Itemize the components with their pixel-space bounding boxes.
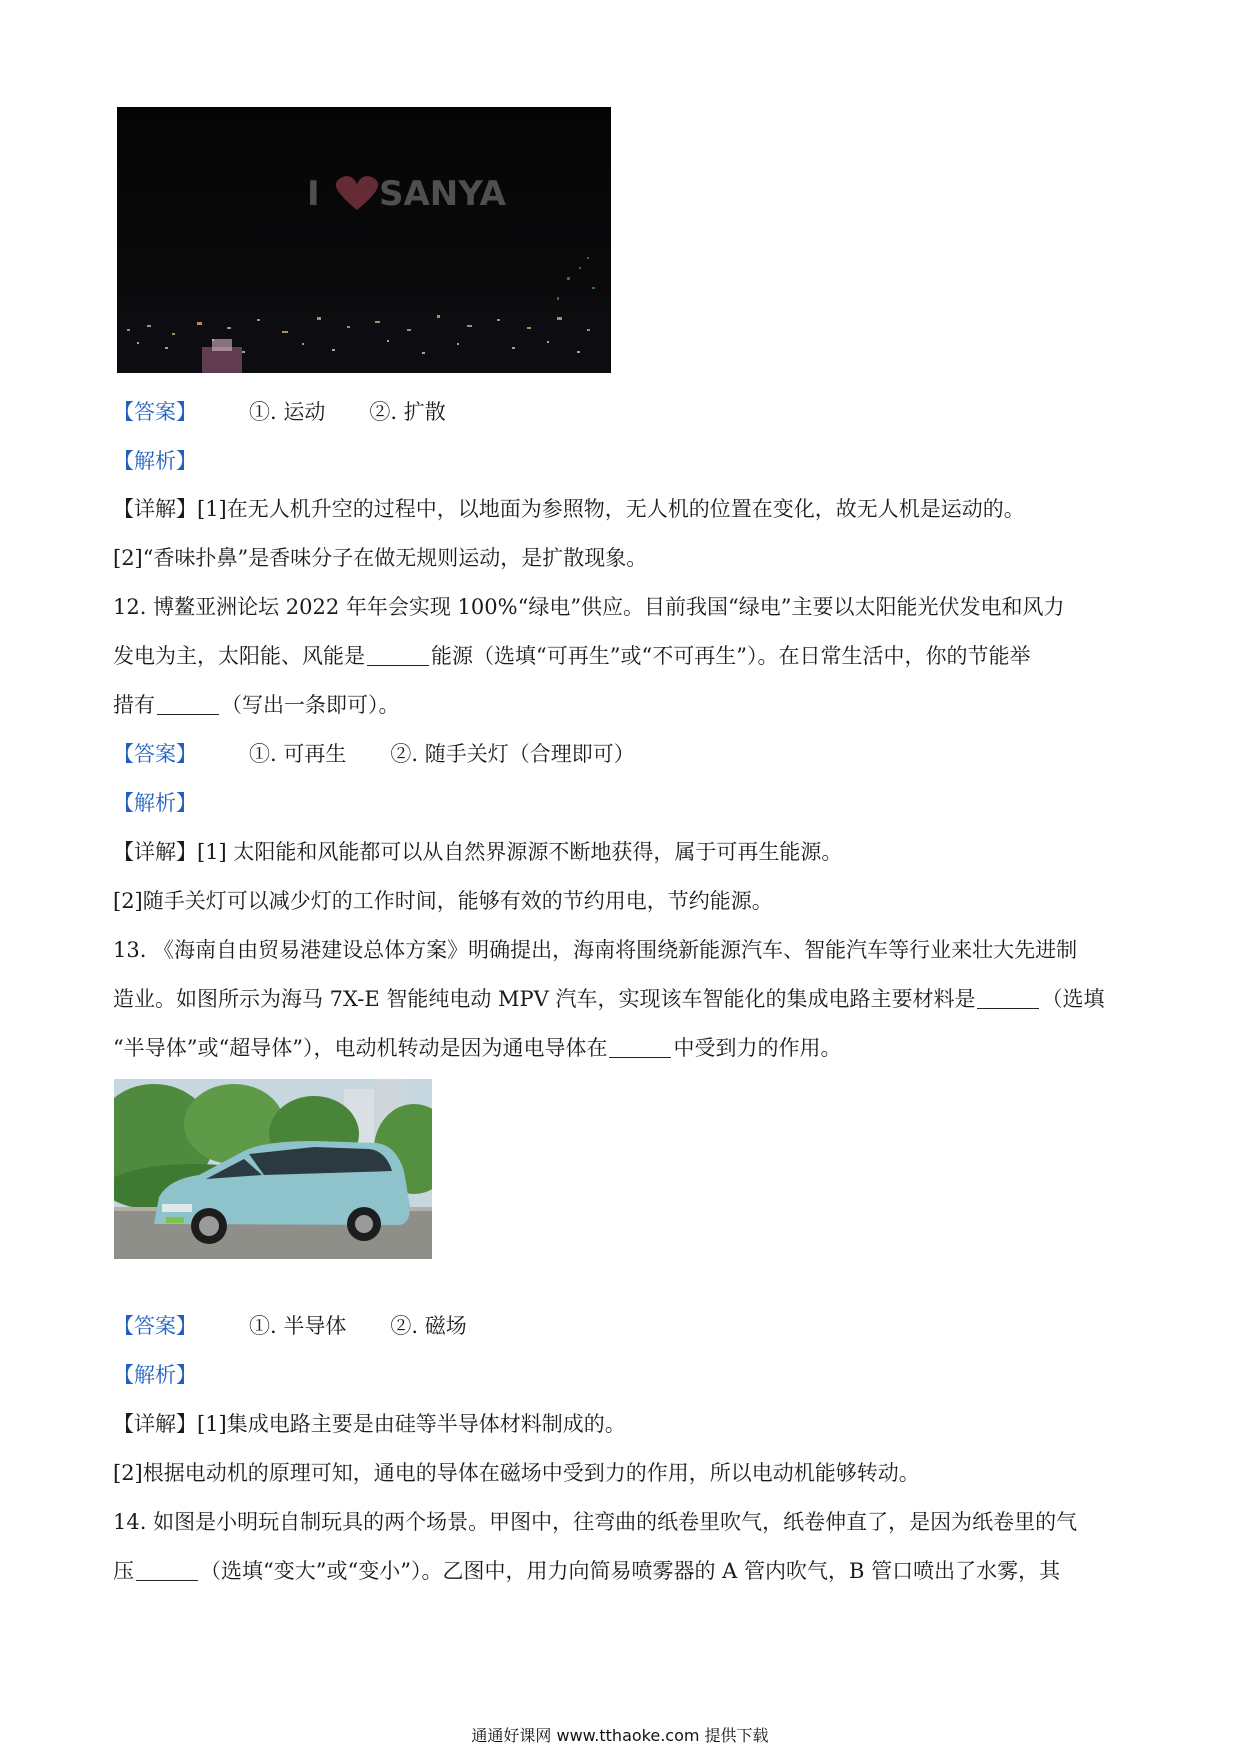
fill-blank	[136, 1560, 198, 1581]
detail-text: [1]在无人机升空的过程中，以地面为参照物，无人机的位置在变化，故无人机是运动的。	[197, 497, 1025, 521]
q12-analysis-label: 【解析】	[113, 791, 197, 815]
q11-detail-1	[113, 494, 1025, 524]
q14-line-1: 14. 如图是小明玩自制玩具的两个场景。甲图中，往弯曲的纸卷里吹气，纸卷伸直了，是因为纸卷里的气	[113, 1510, 1078, 1534]
q12-text: （写出一条即可）。	[221, 693, 400, 717]
svg-text:I: I	[307, 174, 320, 214]
page-footer: 通通好课网 www.tthaoke.com 提供下载	[471, 1726, 769, 1745]
electric-mpv-photo	[114, 1079, 432, 1259]
fill-blank	[609, 1037, 671, 1058]
answer-option-1: ①. 可再生	[249, 742, 347, 766]
answer-label: 【答案】	[113, 742, 197, 766]
answer-label: 【答案】	[113, 400, 197, 424]
answer-option-2: ②. 磁场	[390, 1314, 467, 1338]
q14-text: （选填“变大”或“变小”）。乙图中，用力向简易喷雾器的 A 管内吹气，B 管口喷出了水雾，其	[200, 1559, 1061, 1583]
q13-text: （选填	[1041, 987, 1105, 1011]
fill-blank	[977, 988, 1039, 1009]
q12-text: 措有	[113, 693, 155, 717]
q13-answer-row	[113, 1311, 467, 1341]
answer-option-2: ②. 随手关灯（合理即可）	[390, 742, 635, 766]
detail-text: [1] 太阳能和风能都可以从自然界源源不断地获得，属于可再生能源。	[197, 840, 843, 864]
q11-analysis-label: 【解析】	[113, 449, 197, 473]
q13-detail-2: [2]根据电动机的原理可知，通电的导体在磁场中受到力的作用，所以电动机能够转动。	[113, 1461, 920, 1485]
detail-label: 【详解】	[113, 497, 197, 521]
q11-answer-row	[113, 397, 446, 427]
svg-text:SANYA: SANYA	[379, 174, 506, 214]
answer-option-1: ①. 运动	[249, 400, 326, 424]
answer-option-1: ①. 半导体	[249, 1314, 347, 1338]
detail-label: 【详解】	[113, 1412, 197, 1436]
q13-line-3	[113, 1033, 841, 1063]
q12-answer-row	[113, 739, 635, 769]
q14-line-2	[113, 1556, 1060, 1586]
q12-detail-2: [2]随手关灯可以减少灯的工作时间，能够有效的节约用电，节约能源。	[113, 889, 773, 913]
q12-line-1: 12. 博鳌亚洲论坛 2022 年年会实现 100%“绿电”供应。目前我国“绿电”主要以太阳能光伏发电和风力	[113, 595, 1065, 619]
answer-option-2: ②. 扩散	[369, 400, 446, 424]
detail-text: [1]集成电路主要是由硅等半导体材料制成的。	[197, 1412, 626, 1436]
detail-label: 【详解】	[113, 840, 197, 864]
drone-show-photo	[117, 107, 611, 373]
q13-text: “半导体”或“超导体”），电动机转动是因为通电导体在	[113, 1036, 608, 1060]
q12-line-3	[113, 690, 400, 720]
fill-blank	[157, 694, 219, 715]
q13-line-1: 13. 《海南自由贸易港建设总体方案》明确提出，海南将围绕新能源汽车、智能汽车等行业来壮大先进制	[113, 938, 1078, 962]
q12-text: 发电为主，太阳能、风能是	[113, 644, 365, 668]
q13-analysis-label: 【解析】	[113, 1363, 197, 1387]
q12-detail-1	[113, 837, 842, 867]
q13-line-2	[113, 984, 1104, 1014]
q14-text: 压	[113, 1559, 134, 1583]
answer-label: 【答案】	[113, 1314, 197, 1338]
q12-line-2	[113, 641, 1030, 671]
q12-text: 能源（选填“可再生”或“不可再生”）。在日常生活中，你的节能举	[431, 644, 1031, 668]
fill-blank	[367, 645, 429, 666]
q11-detail-2: [2]“香味扑鼻”是香味分子在做无规则运动，是扩散现象。	[113, 546, 648, 570]
q13-text: 造业。如图所示为海马 7X-E 智能纯电动 MPV 汽车，实现该车智能化的集成电路主要材料是	[113, 987, 976, 1011]
q13-detail-1	[113, 1409, 626, 1439]
q13-text: 中受到力的作用。	[673, 1036, 842, 1060]
